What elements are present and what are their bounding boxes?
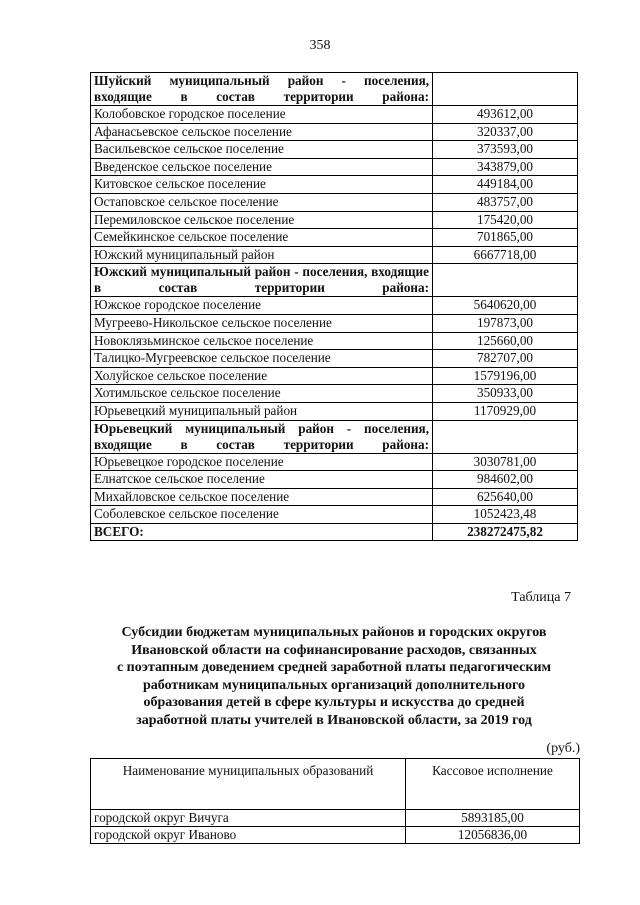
cell-name: Шуйский муниципальный район - поселения, входящие в состав территории района: <box>91 73 433 106</box>
table-label: Таблица 7 <box>511 590 571 605</box>
table-row <box>91 367 578 385</box>
table-row <box>91 810 580 827</box>
column-header-name: Наименование муниципальных образований <box>91 759 406 810</box>
cell-name: Холуйское сельское поселение <box>91 367 433 385</box>
cell-name: городской округ Вичуга <box>91 810 406 827</box>
cell-name: Южский муниципальный район - поселения, входящие в состав территории района: <box>91 264 433 297</box>
page-number: 358 <box>309 38 331 53</box>
table-row <box>91 827 580 844</box>
cell-value: 483757,00 <box>433 193 578 211</box>
table-row <box>91 350 578 368</box>
column-header-value: Кассовое исполнение <box>406 759 580 810</box>
cell-name: Введенское сельское поселение <box>91 158 433 176</box>
cell-name: ВСЕГО: <box>91 523 433 541</box>
table-header-row <box>91 759 580 810</box>
table-row <box>91 211 578 229</box>
cell-value: 1579196,00 <box>433 367 578 385</box>
table-title-line: работникам муниципальных организаций дополнительного <box>142 677 526 693</box>
cell-name: Юрьевецкий муниципальный район - поселения, входящие в состав территории района: <box>91 420 433 453</box>
cell-name: Южский муниципальный район <box>91 246 433 264</box>
table-row <box>91 229 578 247</box>
cell-value: 493612,00 <box>433 106 578 124</box>
table-title-line: образования детей в сфере культуры и искусства до средней <box>143 695 525 711</box>
cell-name: Михайловское сельское поселение <box>91 488 433 506</box>
table-row <box>91 488 578 506</box>
cell-value: 197873,00 <box>433 314 578 332</box>
table-title <box>90 624 578 730</box>
section-header-row <box>91 264 578 297</box>
table-row <box>91 176 578 194</box>
cell-name: Юрьевецкий муниципальный район <box>91 402 433 420</box>
cell-value: 984602,00 <box>433 471 578 489</box>
cell-name: Васильевское сельское поселение <box>91 141 433 159</box>
cell-name: Перемиловское сельское поселение <box>91 211 433 229</box>
table-row <box>91 506 578 524</box>
cell-value: 12056836,00 <box>406 827 580 844</box>
cell-value: 373593,00 <box>433 141 578 159</box>
cell-name: Остаповское сельское поселение <box>91 193 433 211</box>
cell-name: Колобовское городское поселение <box>91 106 433 124</box>
cell-name: городской округ Иваново <box>91 827 406 844</box>
cell-name: Елнатское сельское поселение <box>91 471 433 489</box>
table-row <box>91 297 578 315</box>
section-header-row <box>91 73 578 106</box>
table-title-line: Субсидии бюджетам муниципальных районов и городских округов <box>121 625 547 640</box>
cell-name: Семейкинское сельское поселение <box>91 229 433 247</box>
cell-name: Хотимльское сельское поселение <box>91 385 433 403</box>
table-row <box>91 123 578 141</box>
cell-value: 5640620,00 <box>433 297 578 315</box>
table-row <box>91 332 578 350</box>
cell-value: 343879,00 <box>433 158 578 176</box>
table-title-line: заработной платы учителей в Ивановской области, за 2019 год <box>136 712 532 728</box>
table-row <box>91 453 578 471</box>
cell-value: 320337,00 <box>433 123 578 141</box>
cell-value <box>433 264 578 297</box>
cell-value: 1052423,48 <box>433 506 578 524</box>
table-row <box>91 314 578 332</box>
table-row <box>91 141 578 159</box>
cell-value: 238272475,82 <box>433 523 578 541</box>
cell-value: 3030781,00 <box>433 453 578 471</box>
cell-value: 782707,00 <box>433 350 578 368</box>
table-row <box>91 402 578 420</box>
table-row <box>91 471 578 489</box>
cell-value: 125660,00 <box>433 332 578 350</box>
cell-name: Юрьевецкое городское поселение <box>91 453 433 471</box>
cell-value: 6667718,00 <box>433 246 578 264</box>
cell-name: Китовское сельское поселение <box>91 176 433 194</box>
cell-value <box>433 420 578 453</box>
table-title-line: Ивановской области на софинансирование расходов, связанных <box>131 642 537 658</box>
section-header-row <box>91 420 578 453</box>
subsidy-table-continued <box>90 72 578 541</box>
cell-name: Южское городское поселение <box>91 297 433 315</box>
table-row <box>91 158 578 176</box>
table-row <box>91 385 578 403</box>
cell-name: Афанасьевское сельское поселение <box>91 123 433 141</box>
cell-name: Мугреево-Никольское сельское поселение <box>91 314 433 332</box>
table-title-line: с поэтапным доведением средней заработной платы педагогическим <box>116 660 552 676</box>
subsidy-table-7 <box>90 758 580 844</box>
cell-value: 701865,00 <box>433 229 578 247</box>
table-row <box>91 246 578 264</box>
cell-value: 350933,00 <box>433 385 578 403</box>
cell-name: Новоклязьминское сельское поселение <box>91 332 433 350</box>
cell-value: 175420,00 <box>433 211 578 229</box>
cell-value: 5893185,00 <box>406 810 580 827</box>
table-row <box>91 106 578 124</box>
unit-label: (руб.) <box>546 741 580 756</box>
section-header-row <box>91 523 578 541</box>
cell-value: 1170929,00 <box>433 402 578 420</box>
cell-value <box>433 73 578 106</box>
cell-value: 625640,00 <box>433 488 578 506</box>
cell-name: Соболевское сельское поселение <box>91 506 433 524</box>
cell-name: Талицко-Мугреевское сельское поселение <box>91 350 433 368</box>
cell-value: 449184,00 <box>433 176 578 194</box>
table-row <box>91 193 578 211</box>
